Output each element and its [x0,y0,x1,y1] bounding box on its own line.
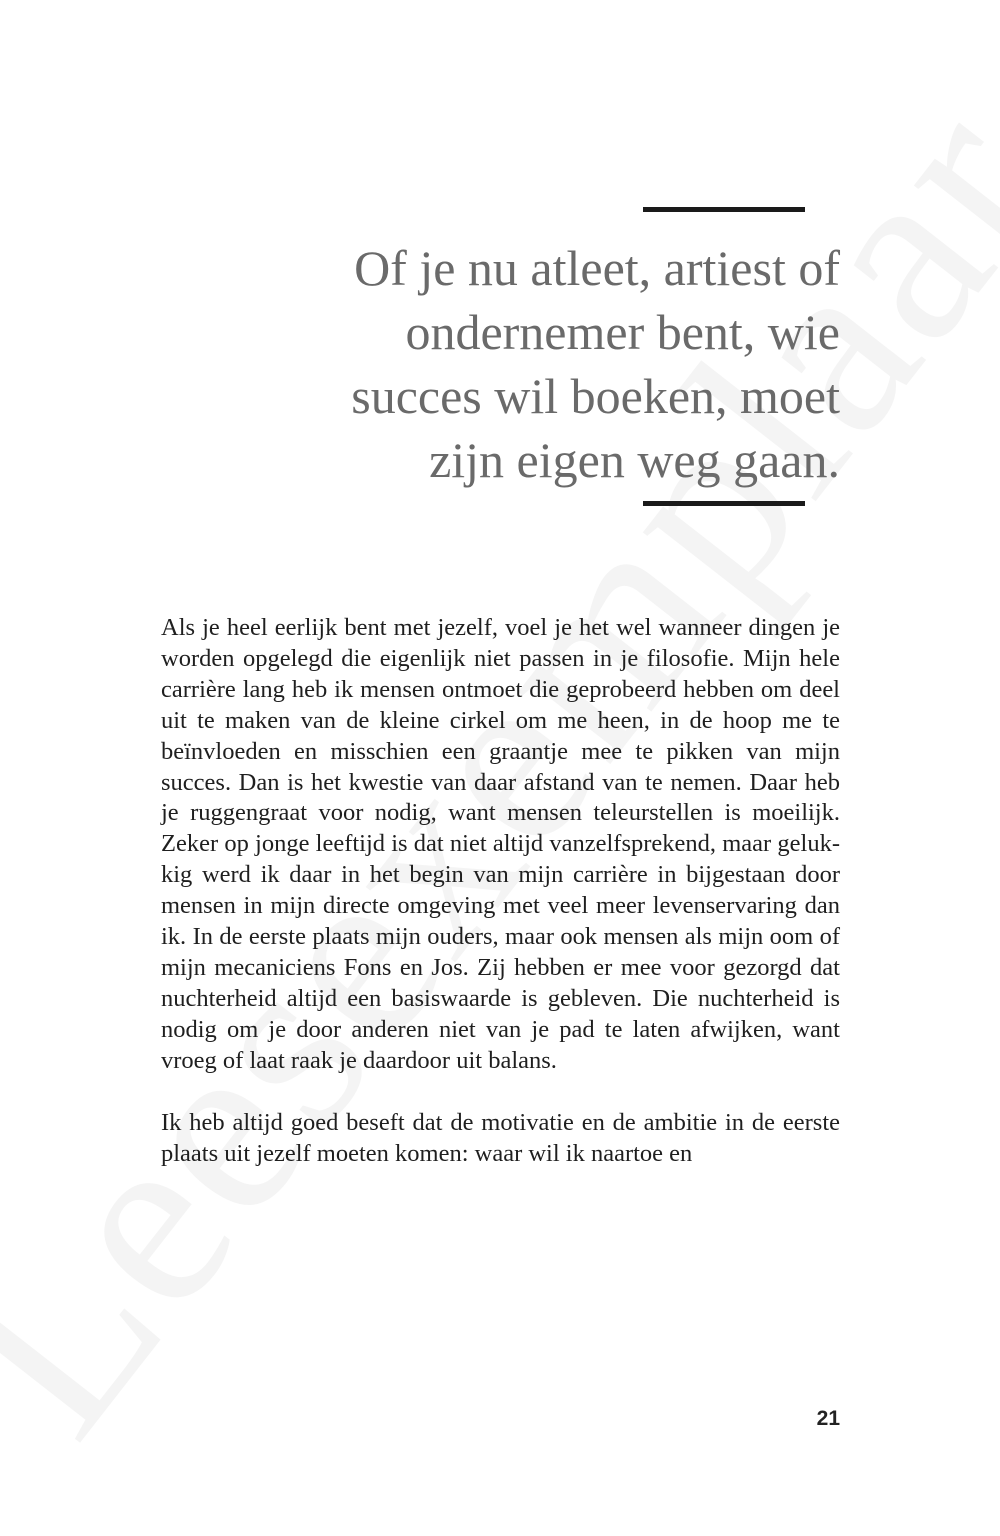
quote-bottom-rule [643,501,805,506]
quote-top-rule [643,207,805,212]
paragraph-1: Als je heel eerlijk bent met jezelf, voel je het wel wanneer dingen je worden opgelegd die eigenlijk niet passen in je filosofie. Mijn hele carrière lang heb ik mensen ontmoet die geprobeerd hebben om deel uit te maken van de kleine cirkel om me heen, in de hoop me te beïnvloeden en misschien een graantje mee te pikken van mijn succes. Dan is het kwestie van daar afstand van te nemen. Daar heb je ruggengraat voor nodig, want mensen teleurstellen is moeilijk. Zeker op jonge leeftijd is dat niet altijd vanzelfsprekend, maar gelukkig werd ik daar in het begin van mijn carrière in bijgestaan door mensen in mijn directe omgeving met veel meer levenservaring dan ik. In de eerste plaats mijn ouders, maar ook mensen als mijn oom of mijn mecaniciens Fons en Jos. Zij hebben er mee voor gezorgd dat nuchterheid altijd een basiswaarde is gebleven. Die nuchterheid is nodig om je door anderen niet van je pad te laten afwijken, want vroeg of laat raak je daardoor uit balans. [161,614,840,1074]
body-text [161,613,840,1169]
page-number: 21 [816,1407,840,1430]
pull-quote: Of je nu atleet, artiest of ondernemer bent, wie succes wil boeken, moet zijn eigen weg gaan. [351,240,840,488]
paragraph-2: Ik heb altijd goed beseft dat de motivatie en de ambitie in de eerste plaats uit jezelf moeten komen: waar wil ik naartoe en [161,1108,840,1167]
